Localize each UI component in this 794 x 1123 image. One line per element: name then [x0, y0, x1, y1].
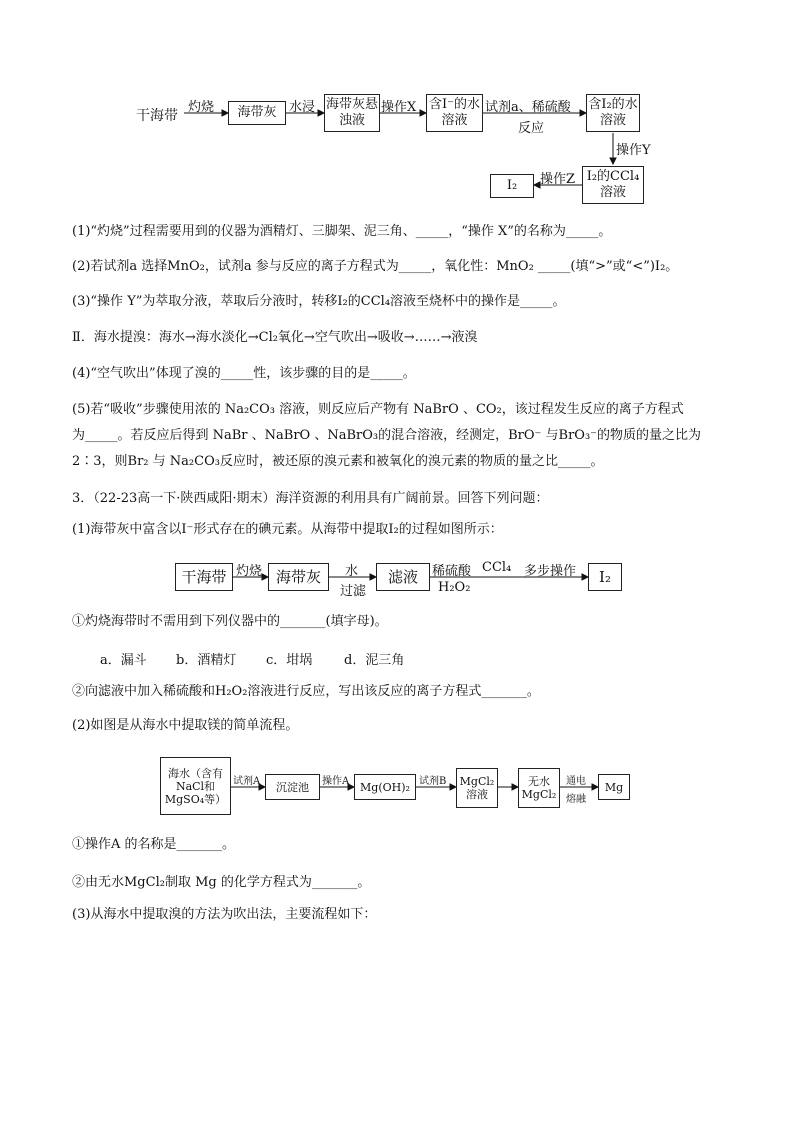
flow3-node-mgcl2-solution: MgCl₂溶液: [456, 768, 498, 808]
flow1-arrow-label-op-x: 操作X: [381, 100, 417, 115]
q2-line-6: (5)若“吸收”步骤使用浓的 Na₂CO₃ 溶液，则反应后产物有 NaBrO 、CO₂，该过程发生反应的离子方程式: [72, 402, 684, 417]
flow2-label-ccl4: CCl₄: [482, 560, 512, 575]
q3-part2-intro: (2)如图是从海水中提取镁的简单流程。: [72, 718, 299, 733]
q3-part3-intro: (3)从海水中提取溴的方法为吹出法，主要流程如下：: [72, 907, 377, 922]
flow3-label-reagent-a: 试剂A: [233, 776, 261, 787]
flow3-label-electrify: 通电: [566, 776, 586, 787]
q3-sub2: ②向滤液中加入稀硫酸和H₂O₂溶液进行反应，写出该反应的离子方程式_______。: [72, 684, 540, 699]
flow1-arrow-label-soak: 水浸: [289, 100, 316, 115]
flow1-node-ash: 海带灰: [228, 101, 286, 125]
flow2-label-burn: 灼烧: [236, 564, 263, 579]
flow1-node-iodine: I₂: [490, 174, 534, 198]
q3-option-a: a．漏斗: [100, 653, 147, 668]
flow1-arrow-label-burn: 灼烧: [188, 100, 215, 115]
flow2-node-dry-kelp: 干海带: [175, 563, 233, 591]
q3-part1-intro: (1)海带灰中富含以I⁻形式存在的碘元素。从海带中提取I₂的过程如图所示：: [72, 522, 503, 537]
flow1-node-suspension: 海带灰悬浊液: [324, 94, 380, 132]
flow1-node-ccl4-solution: I₂的CCl₄溶液: [582, 166, 644, 204]
q3-header: 3．（22-23高一下·陕西咸阳·期末）海洋资源的利用具有广阔前景。回答下列问题：: [72, 491, 549, 506]
q3-sub1: ①灼烧海带时不需用到下列仪器中的_______(填字母)。: [72, 614, 388, 629]
q2-line-1: (1)“灼烧”过程需要用到的仪器为酒精灯、三脚架、泥三角、_____，“操作 X”的名称为_____。: [72, 224, 612, 239]
flow2-label-water: 水: [345, 564, 359, 579]
flow3-label-op-a: 操作A: [322, 776, 350, 787]
q2-line-4: Ⅱ．海水提溴：海水→海水淡化→Cl₂氧化→空气吹出→吸收→……→液溴: [72, 330, 478, 345]
flow2-node-ash: 海带灰: [268, 563, 329, 591]
q3-option-d: d．泥三角: [344, 653, 405, 668]
flow3-label-reagent-b: 试剂B: [419, 776, 447, 787]
flow2-label-h2o2: H₂O₂: [438, 580, 471, 595]
flow3-node-mgoh2: Mg(OH)₂: [354, 774, 416, 800]
q3-sub3: ①操作A 的名称是_______。: [72, 837, 236, 852]
flow2-node-filtrate: 滤液: [376, 563, 430, 591]
flow1-arrow-label-react: 反应: [518, 121, 545, 136]
flow3-node-mg: Mg: [598, 774, 630, 800]
flow3-node-tank: 沉淀池: [265, 774, 320, 800]
q2-line-7: 为_____。若反应后得到 NaBr 、NaBrO 、NaBrO₃的混合溶液，经测定，BrO⁻ 与BrO₃⁻的物质的量之比为: [72, 428, 702, 443]
q3-sub4: ②由无水MgCl₂制取 Mg 的化学方程式为_______。: [72, 875, 371, 890]
flow1-arrow-label-op-y: 操作Y: [616, 143, 651, 158]
q2-line-3: (3)“操作 Y”为萃取分液，萃取后分液时，转移I₂的CCl₄溶液至烧杯中的操作是_____。: [72, 294, 566, 309]
flow2-label-multistep: 多步操作: [524, 564, 577, 579]
flow3-node-anhydrous-mgcl2: 无水MgCl₂: [518, 768, 560, 808]
flow3-node-seawater: 海水（含有NaCl和MgSO₄等）: [160, 757, 231, 815]
q3-option-b: b．酒精灯: [176, 653, 237, 668]
flow1-arrow-label-op-z: 操作Z: [540, 172, 576, 187]
q2-line-5: (4)“空气吹出”体现了溴的_____性，该步骤的目的是_____。: [72, 366, 416, 381]
q3-option-c: c．坩埚: [266, 653, 313, 668]
flow3-label-molten: 熔融: [566, 794, 586, 805]
flow2-label-filter: 过滤: [340, 584, 367, 599]
flow1-arrow-label-reagent: 试剂a、稀硫酸: [485, 100, 571, 115]
q2-line-8: 2∶3，则Br₂ 与 Na₂CO₃反应时，被还原的溴元素和被氧化的溴元素的物质的量之比_____。: [72, 454, 604, 469]
flow2-label-acid: 稀硫酸: [432, 564, 472, 579]
flow1-node-iodine-solution: 含I₂的水溶液: [586, 94, 640, 132]
flow1-start: 干海带: [136, 108, 178, 124]
flow1-node-iodide-solution: 含I⁻的水溶液: [426, 94, 483, 132]
q2-line-2: (2)若试剂a 选择MnO₂，试剂a 参与反应的离子方程式为_____，氧化性：MnO₂ _____(填“>”或“<”)I₂。: [72, 259, 679, 274]
flow2-node-iodine: I₂: [588, 563, 622, 591]
